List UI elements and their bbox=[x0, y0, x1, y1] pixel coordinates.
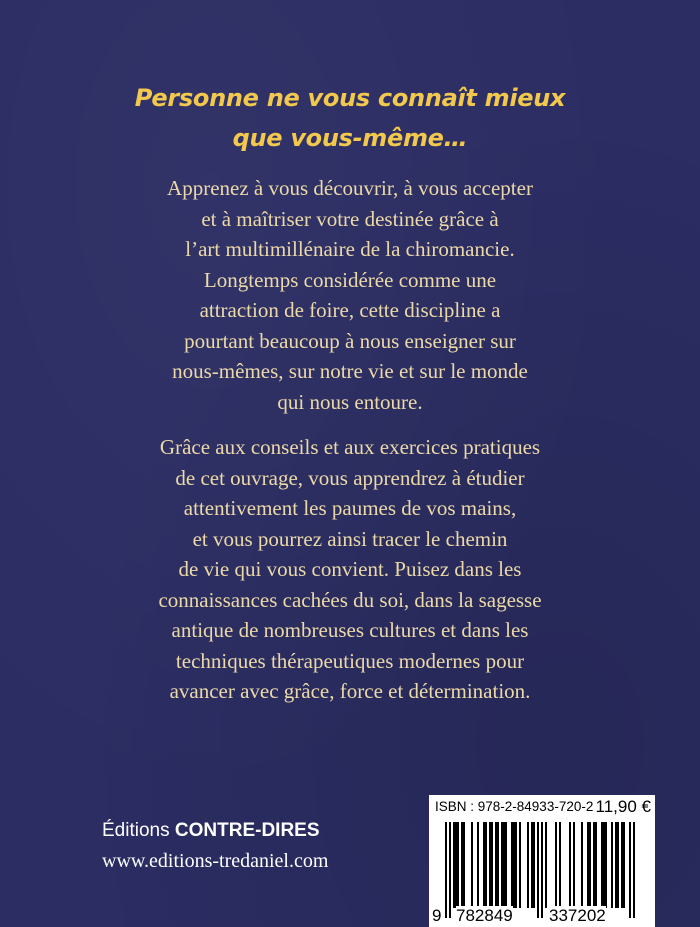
publisher-website[interactable]: www.editions-tredaniel.com bbox=[102, 850, 329, 872]
barcode-bar bbox=[545, 822, 547, 908]
barcode-bar bbox=[629, 822, 631, 918]
barcode-bar bbox=[589, 822, 591, 908]
barcode-bar bbox=[489, 822, 491, 908]
paragraph-line: qui nous entoure. bbox=[277, 389, 423, 414]
description-paragraph-2 bbox=[0, 432, 700, 707]
barcode-bar bbox=[621, 822, 623, 908]
barcode-bar bbox=[445, 822, 447, 918]
barcode-bar bbox=[455, 822, 457, 908]
paragraph-line: attentivement les paumes de vos mains, bbox=[183, 496, 517, 520]
barcode-bar bbox=[555, 822, 557, 908]
barcode-bar bbox=[463, 822, 465, 908]
price-label: 11,90 € bbox=[595, 797, 651, 816]
barcode-bar bbox=[569, 822, 571, 908]
barcode-bar bbox=[633, 822, 635, 918]
tagline-line-1: Personne ne vous connaît mieux bbox=[134, 84, 566, 112]
barcode-bar bbox=[471, 822, 473, 908]
barcode-bar bbox=[501, 822, 503, 908]
barcode-graphic bbox=[445, 822, 639, 918]
barcode-bar bbox=[531, 822, 533, 908]
barcode-digits bbox=[429, 906, 655, 926]
barcode-bar bbox=[615, 822, 617, 908]
barcode-digits-right: 337202 bbox=[549, 906, 606, 925]
barcode-bar bbox=[461, 822, 463, 908]
paragraph-line: antique de nombreuses cultures et dans les bbox=[171, 618, 529, 642]
paragraph-line: Longtemps considérée comme une bbox=[203, 267, 497, 292]
barcode-bar bbox=[559, 822, 561, 908]
barcode-bar bbox=[587, 822, 589, 908]
barcode-bar bbox=[483, 822, 485, 908]
barcode-bar bbox=[491, 822, 493, 908]
publisher-name bbox=[102, 820, 320, 842]
paragraph-line: nous-mêmes, sur notre vie et sur le monde bbox=[172, 359, 528, 383]
barcode-digits-left: 782849 bbox=[456, 906, 513, 925]
barcode-panel bbox=[429, 795, 655, 927]
barcode-bar bbox=[505, 822, 507, 908]
barcode-bar bbox=[515, 822, 517, 908]
paragraph-line: de cet ouvrage, vous apprendrez à étudier bbox=[175, 465, 525, 490]
paragraph-line: l’art multimillénaire de la chiromancie. bbox=[185, 237, 515, 261]
tagline-line-2: que vous-même… bbox=[232, 124, 468, 152]
barcode-bar bbox=[605, 822, 607, 908]
barcode-bar bbox=[537, 822, 539, 918]
barcode-bar bbox=[457, 822, 459, 908]
barcode-bar bbox=[623, 822, 625, 908]
barcode-bar bbox=[519, 822, 521, 908]
barcode-bar bbox=[601, 822, 603, 908]
paragraph-line: techniques thérapeutiques modernes pour bbox=[175, 648, 525, 673]
barcode-bar bbox=[485, 822, 487, 908]
barcode-bar bbox=[453, 822, 455, 908]
barcode-bar bbox=[593, 822, 595, 908]
paragraph-line: et à maîtriser votre destinée grâce à bbox=[201, 206, 499, 231]
barcode-bar bbox=[533, 822, 535, 908]
paragraph-line: avancer avec grâce, force et détermination. bbox=[169, 679, 531, 703]
barcode-bar bbox=[617, 822, 619, 908]
barcode-bar bbox=[497, 822, 499, 908]
barcode-digit-first: 9 bbox=[432, 906, 442, 925]
description-paragraph-1 bbox=[0, 173, 700, 417]
paragraph-line: et vous pourrez ainsi tracer le chemin bbox=[192, 526, 508, 551]
publisher-prefix: Éditions bbox=[102, 820, 170, 841]
paragraph-line: Grâce aux conseils et aux exercices pratiques bbox=[159, 435, 541, 459]
paragraph-line: de vie qui vous convient. Puisez dans les bbox=[178, 557, 522, 581]
barcode-bar bbox=[581, 822, 583, 908]
barcode-bar bbox=[541, 822, 543, 918]
barcode-bar bbox=[511, 822, 513, 908]
barcode-bar bbox=[503, 822, 505, 908]
barcode-bar bbox=[513, 822, 515, 908]
paragraph-line: Apprenez à vous découvrir, à vous accepter bbox=[167, 176, 533, 200]
barcode-bar bbox=[527, 822, 529, 908]
paragraph-line: connaissances cachées du soi, dans la sagesse bbox=[158, 587, 542, 612]
barcode-bar bbox=[495, 822, 497, 908]
isbn-label: ISBN : 978-2-84933-720-2 bbox=[435, 799, 594, 814]
barcode-bar bbox=[477, 822, 479, 908]
publisher-brand: CONTRE-DIRES bbox=[174, 820, 320, 841]
barcode-bar bbox=[595, 822, 597, 908]
barcode-bar bbox=[573, 822, 575, 908]
barcode-bar bbox=[603, 822, 605, 908]
barcode-bar bbox=[611, 822, 613, 908]
paragraph-line: attraction de foire, cette discipline a bbox=[199, 298, 501, 322]
paragraph-line: pourtant beaucoup à nous enseigner sur bbox=[184, 328, 516, 353]
barcode-bar bbox=[449, 822, 451, 918]
